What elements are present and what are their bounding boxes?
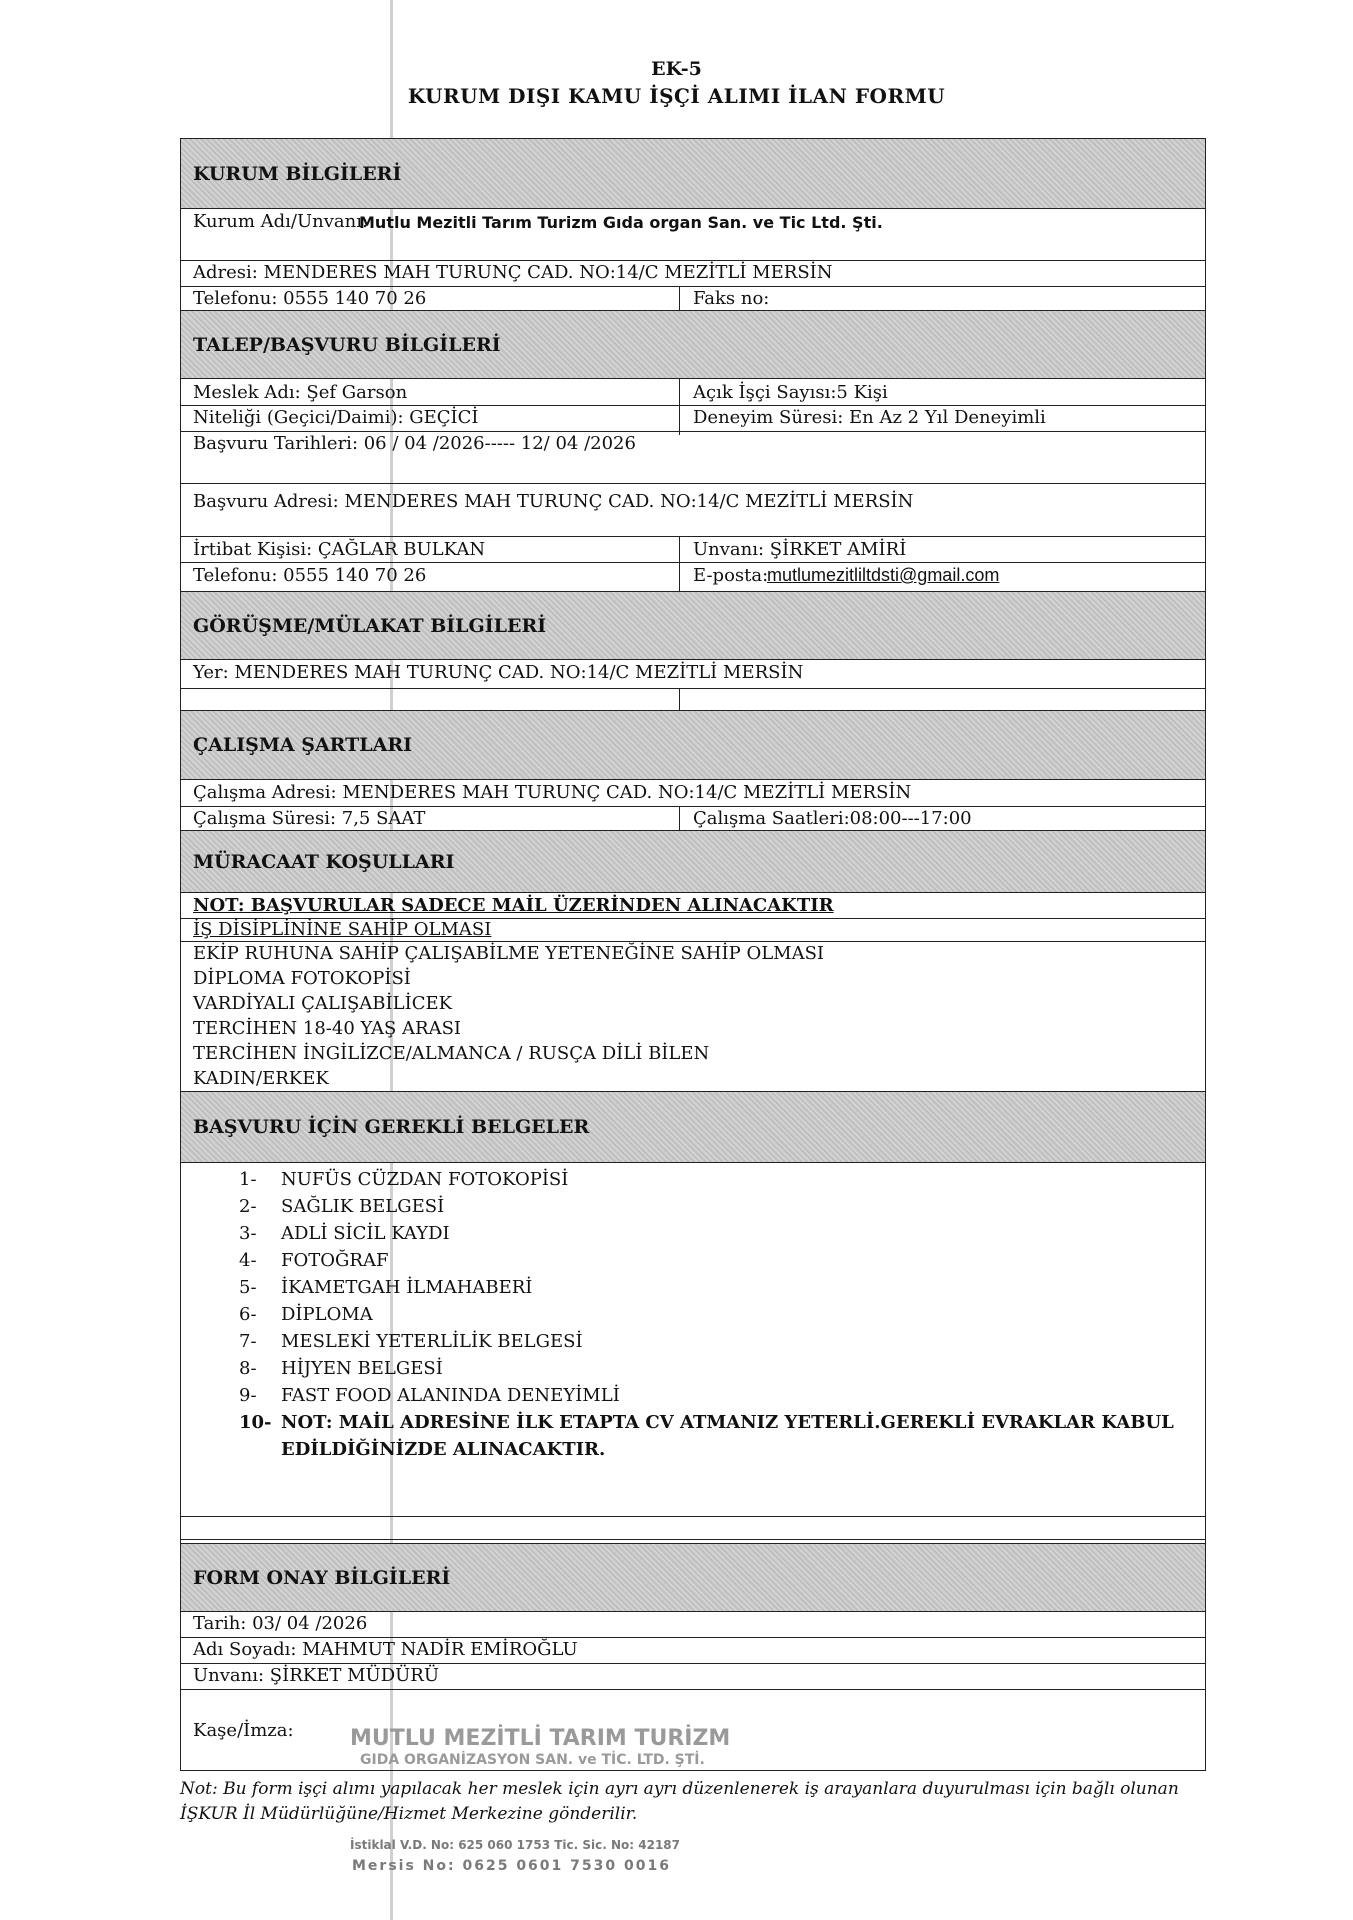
basvuru-adresi: Başvuru Adresi: MENDERES MAH TURUNÇ CAD. NO:14/C MEZİTLİ MERSİN [193, 491, 914, 512]
muracaat-item: TERCİHEN 18-40 YAŞ ARASI [193, 1018, 462, 1039]
belge-item-note: 10- NOT: MAİL ADRESİNE İLK ETAPTA CV ATMANIZ YETERLİ.GEREKLİ EVRAKLAR KABUL [239, 1412, 1174, 1433]
onay-adi-soyadi: Adı Soyadı: MAHMUT NADİR EMİROĞLU [193, 1639, 578, 1660]
eposta-label: E-posta: [693, 565, 769, 586]
acik-isci-sayisi: Açık İşçi Sayısı:5 Kişi [693, 382, 888, 403]
belge-item: 5- İKAMETGAH İLMAHABERİ [239, 1277, 533, 1298]
company-stamp-line2: GIDA ORGANİZASYON SAN. ve TİC. LTD. ŞTİ. [360, 1752, 705, 1768]
belge-item: 9- FAST FOOD ALANINDA DENEYİMLİ [239, 1385, 620, 1406]
gorusme-yer: Yer: MENDERES MAH TURUNÇ CAD. NO:14/C MEZİTLİ MERSİN [193, 662, 804, 683]
section-calisma: ÇALIŞMA ŞARTLARI [181, 710, 1205, 780]
section-talep: TALEP/BAŞVURU BİLGİLERİ [181, 310, 1205, 379]
meslek-adi: Meslek Adı: Şef Garson [193, 382, 408, 403]
kurum-address: Adresi: MENDERES MAH TURUNÇ CAD. NO:14/C MEZİTLİ MERSİN [193, 262, 833, 283]
muracaat-item: İŞ DİSİPLİNİNE SAHİP OLMASI [193, 919, 492, 940]
deneyim-suresi: Deneyim Süresi: En Az 2 Yıl Deneyimli [693, 407, 1046, 428]
calisma-suresi: Çalışma Süresi: 7,5 SAAT [193, 808, 426, 829]
belge-item-note-cont: EDİLDİĞİNİZDE ALINACAKTIR. [281, 1439, 606, 1460]
company-stamp-line1: MUTLU MEZİTLİ TARIM TURİZM [350, 1726, 731, 1751]
form-table [180, 138, 1206, 1771]
kase-imza-label: Kaşe/İmza: [193, 1720, 294, 1741]
form-code: EK-5 [651, 58, 702, 80]
muracaat-item: TERCİHEN İNGİLİZCE/ALMANCA / RUSÇA DİLİ BİLEN [193, 1043, 710, 1064]
calisma-saatleri: Çalışma Saatleri:08:00---17:00 [693, 808, 972, 829]
onay-unvan: Unvanı: ŞİRKET MÜDÜRÜ [193, 1665, 440, 1686]
eposta-value[interactable]: mutlumezitliltdsti@gmail.com [767, 565, 1000, 585]
form-title: KURUM DIŞI KAMU İŞÇİ ALIMI İLAN FORMU [407, 84, 946, 108]
muracaat-note: NOT: BAŞVURULAR SADECE MAİL ÜZERİNDEN ALINACAKTIR [193, 895, 834, 916]
company-stamp-line3: İstiklal V.D. No: 625 060 1753 Tic. Sic. No: 42187 [350, 1838, 680, 1852]
muracaat-item: DİPLOMA FOTOKOPİSİ [193, 968, 411, 989]
niteligi: Niteliği (Geçici/Daimi): GEÇİCİ [193, 407, 479, 428]
muracaat-item: EKİP RUHUNA SAHİP ÇALIŞABİLME YETENEĞİNE SAHİP OLMASI [193, 943, 825, 964]
irtibat-kisisi: İrtibat Kişisi: ÇAĞLAR BULKAN [193, 539, 486, 560]
kurum-name-value: Mutlu Mezitli Tarım Turizm Gıda organ San. ve Tic Ltd. Şti. [359, 213, 883, 232]
muracaat-item: KADIN/ERKEK [193, 1068, 329, 1089]
section-kurum: KURUM BİLGİLERİ [181, 139, 1205, 209]
section-muracaat: MÜRACAAT KOŞULLARI [181, 830, 1205, 893]
belge-item: 6- DİPLOMA [239, 1304, 373, 1325]
belge-item: 4- FOTOĞRAF [239, 1250, 389, 1271]
onay-tarih: Tarih: 03/ 04 /2026 [193, 1613, 368, 1634]
belge-item: 2- SAĞLIK BELGESİ [239, 1196, 445, 1217]
calisma-adresi: Çalışma Adresi: MENDERES MAH TURUNÇ CAD. NO:14/C MEZİTLİ MERSİN [193, 782, 912, 803]
irtibat-telefonu: Telefonu: 0555 140 70 26 [193, 565, 427, 586]
company-stamp-line4: Mersis No: 0625 0601 7530 0016 [352, 1858, 671, 1874]
kurum-phone: Telefonu: 0555 140 70 26 [193, 288, 427, 309]
irtibat-unvani: Unvanı: ŞİRKET AMİRİ [693, 539, 907, 560]
kurum-fax: Faks no: [693, 288, 770, 309]
section-onay: FORM ONAY BİLGİLERİ [181, 1543, 1205, 1612]
muracaat-item: VARDİYALI ÇALIŞABİLİCEK [193, 993, 453, 1014]
section-gorusme: GÖRÜŞME/MÜLAKAT BİLGİLERİ [181, 591, 1205, 660]
belge-item: 8- HİJYEN BELGESİ [239, 1358, 443, 1379]
belge-item: 3- ADLİ SİCİL KAYDI [239, 1223, 450, 1244]
footer-note: Not: Bu form işçi alımı yapılacak her meslek için ayrı ayrı düzenlenerek iş arayanlara duyurulması için bağlı olunan İŞKUR İl Müdürlüğüne/Hizmet Merkezine gönderilir. [180, 1779, 1179, 1824]
belge-item: 1- NUFÜS CÜZDAN FOTOKOPİSİ [239, 1169, 569, 1190]
basvuru-tarihleri: Başvuru Tarihleri: 06 / 04 /2026----- 12/ 04 /2026 [193, 433, 636, 454]
belge-item: 7- MESLEKİ YETERLİLİK BELGESİ [239, 1331, 583, 1352]
section-belgeler: BAŞVURU İÇİN GEREKLİ BELGELER [181, 1091, 1205, 1163]
kurum-name-label: Kurum Adı/Unvanı: [193, 211, 369, 232]
